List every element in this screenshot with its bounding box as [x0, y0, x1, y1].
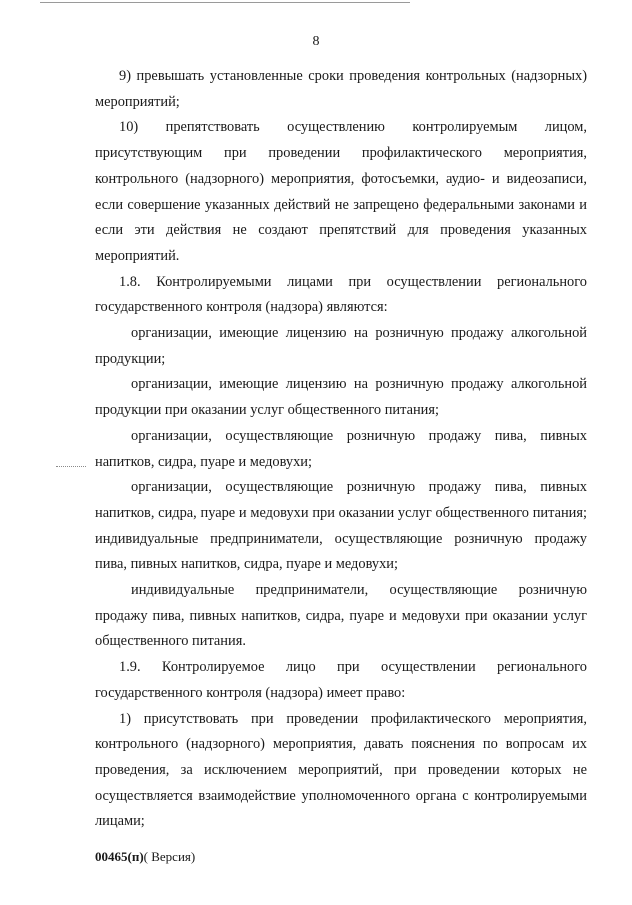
list-item: организации, имеющие лицензию на розничную продажу алкогольной продукции при оказании услуг общественного питания; — [95, 376, 587, 419]
paragraph-item-10: 10) препятствовать осуществлению контролируемым лицом, присутствующим при проведении профилактического мероприятия, контрольного (надзорного) мероприятия, фотосъемки, аудио- и видеозаписи, если совершение указанных действий не запрещено федеральными законами и если эти действия не создают препятствий для проведения указанных мероприятий. — [95, 119, 587, 264]
document-version: ( Версия) — [143, 849, 196, 864]
paragraph-right-1: 1) присутствовать при проведении профилактического мероприятия, контрольного (надзорного) мероприятия, давать пояснения по вопросам их проведения, за исключением мероприятий, при проведении которых не осуществляется взаимодействие уполномоченного органа с контролируемыми лицами; — [95, 710, 587, 830]
scan-margin-mark — [56, 466, 86, 467]
paragraph-section-1-9: 1.9. Контролируемое лицо при осуществлении регионального государственного контроля (надзора) имеет право: — [95, 659, 587, 701]
list-item: организации, осуществляющие розничную продажу пива, пивных напитков, сидра, пуаре и медовухи; — [95, 427, 587, 470]
scan-edge-line — [40, 2, 410, 3]
list-item: организации, имеющие лицензию на розничную продажу алкогольной продукции; — [95, 325, 587, 367]
document-footer — [95, 849, 195, 865]
page-number: 8 — [312, 34, 320, 49]
list-item: организации, осуществляющие розничную продажу пива, пивных напитков, сидра, пуаре и медовухи при оказании услуг общественного питания; индивидуальные предприниматели, осуществляющие розничную продажу пива, пивных напитков, сидра, пуаре и медовухи; — [95, 479, 587, 573]
paragraph-section-1-8: 1.8. Контролируемыми лицами при осуществлении регионального государственного контроля (надзора) являются: — [95, 273, 587, 316]
document-body — [95, 64, 587, 835]
paragraph-item-9: 9) превышать установленные сроки проведения контрольных (надзорных) мероприятий; — [95, 68, 587, 110]
document-code: 00465(п) — [95, 849, 144, 864]
list-item: индивидуальные предприниматели, осуществляющие розничную продажу пива, пивных напитков, сидра, пуаре и медовухи при оказании услуг общественного питания. — [95, 582, 587, 650]
